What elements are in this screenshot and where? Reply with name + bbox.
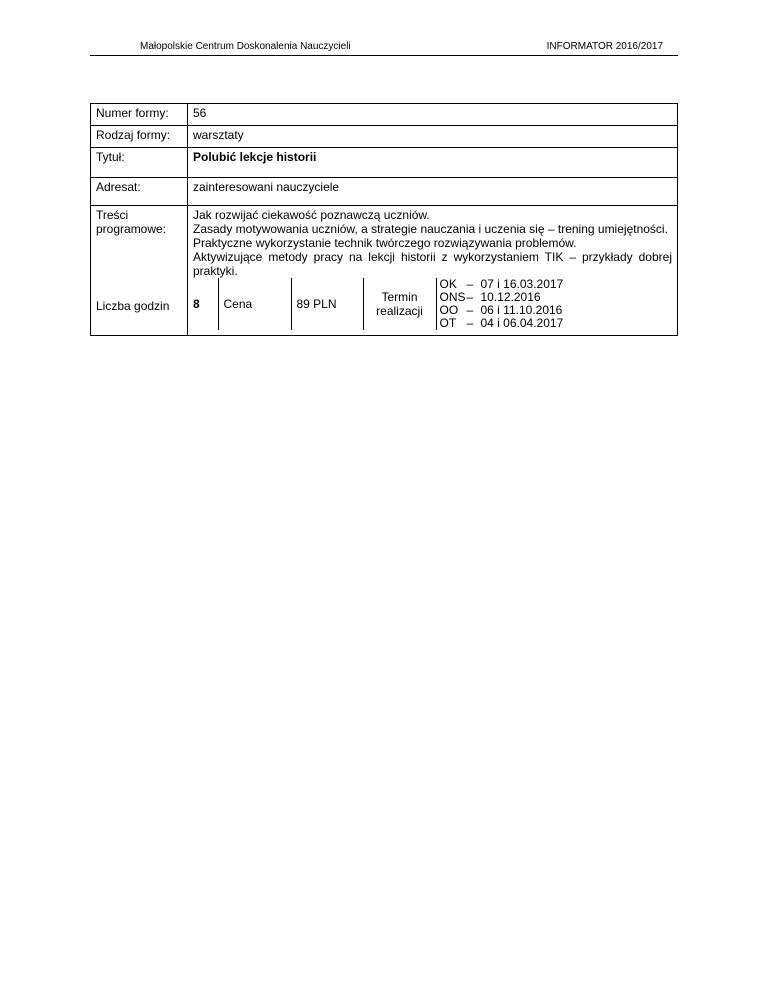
rodzaj-value: warsztaty: [188, 126, 678, 148]
adresat-value: zainteresowani nauczyciele: [188, 178, 678, 206]
tresci-content: [188, 206, 678, 279]
header-informator: INFORMATOR 2016/2017: [546, 41, 663, 52]
liczba-label: Liczba godzin: [91, 278, 188, 336]
cena-label: Cena: [218, 278, 291, 330]
numer-label: Numer formy:: [91, 104, 188, 126]
tresci-label: Treści programowe:: [91, 206, 188, 279]
row-tytul: [91, 148, 678, 178]
tresci-line: Jak rozwijać ciekawość poznawczą uczniów.: [193, 208, 430, 222]
termin-item: OT – 04 i 06.04.2017: [439, 316, 564, 330]
liczba-value: 8: [193, 297, 200, 311]
termin-item: OO – 06 i 11.10.2016: [439, 303, 563, 317]
cena-value: 89 PLN: [291, 278, 363, 330]
tresci-line: Aktywizujące metody pracy na lekcji historii z wykorzystaniem TIK – przykłady dobrej praktyki.: [193, 250, 672, 278]
row-rodzaj-formy: [91, 126, 678, 148]
numer-value: 56: [188, 104, 678, 126]
termin-dates: [436, 278, 677, 330]
tresci-line: Zasady motywowania uczniów, a strategie nauczania i uczenia się – trening umiejętności.: [193, 222, 668, 236]
header-institution: Małopolskie Centrum Doskonalenia Nauczycieli: [140, 41, 351, 52]
course-info-table: [90, 103, 678, 336]
row-adresat: [91, 178, 678, 206]
termin-label: Termin realizacji: [363, 278, 436, 330]
tytul-label: Tytuł:: [91, 148, 188, 178]
row-liczba-godzin: [91, 278, 678, 336]
details-cell: [188, 278, 678, 336]
tresci-line: Praktyczne wykorzystanie technik twórczego rozwiązywania problemów.: [193, 236, 577, 250]
adresat-label: Adresat:: [91, 178, 188, 206]
tytul-value: Polubić lekcje historii: [188, 148, 678, 178]
row-tresci: [91, 206, 678, 279]
rodzaj-label: Rodzaj formy:: [91, 126, 188, 148]
termin-item: ONS– 10.12.2016: [439, 290, 541, 304]
row-numer-formy: [91, 104, 678, 126]
header-divider: [90, 55, 678, 56]
details-subtable: [188, 278, 677, 330]
termin-item: OK – 07 i 16.03.2017: [439, 277, 564, 291]
